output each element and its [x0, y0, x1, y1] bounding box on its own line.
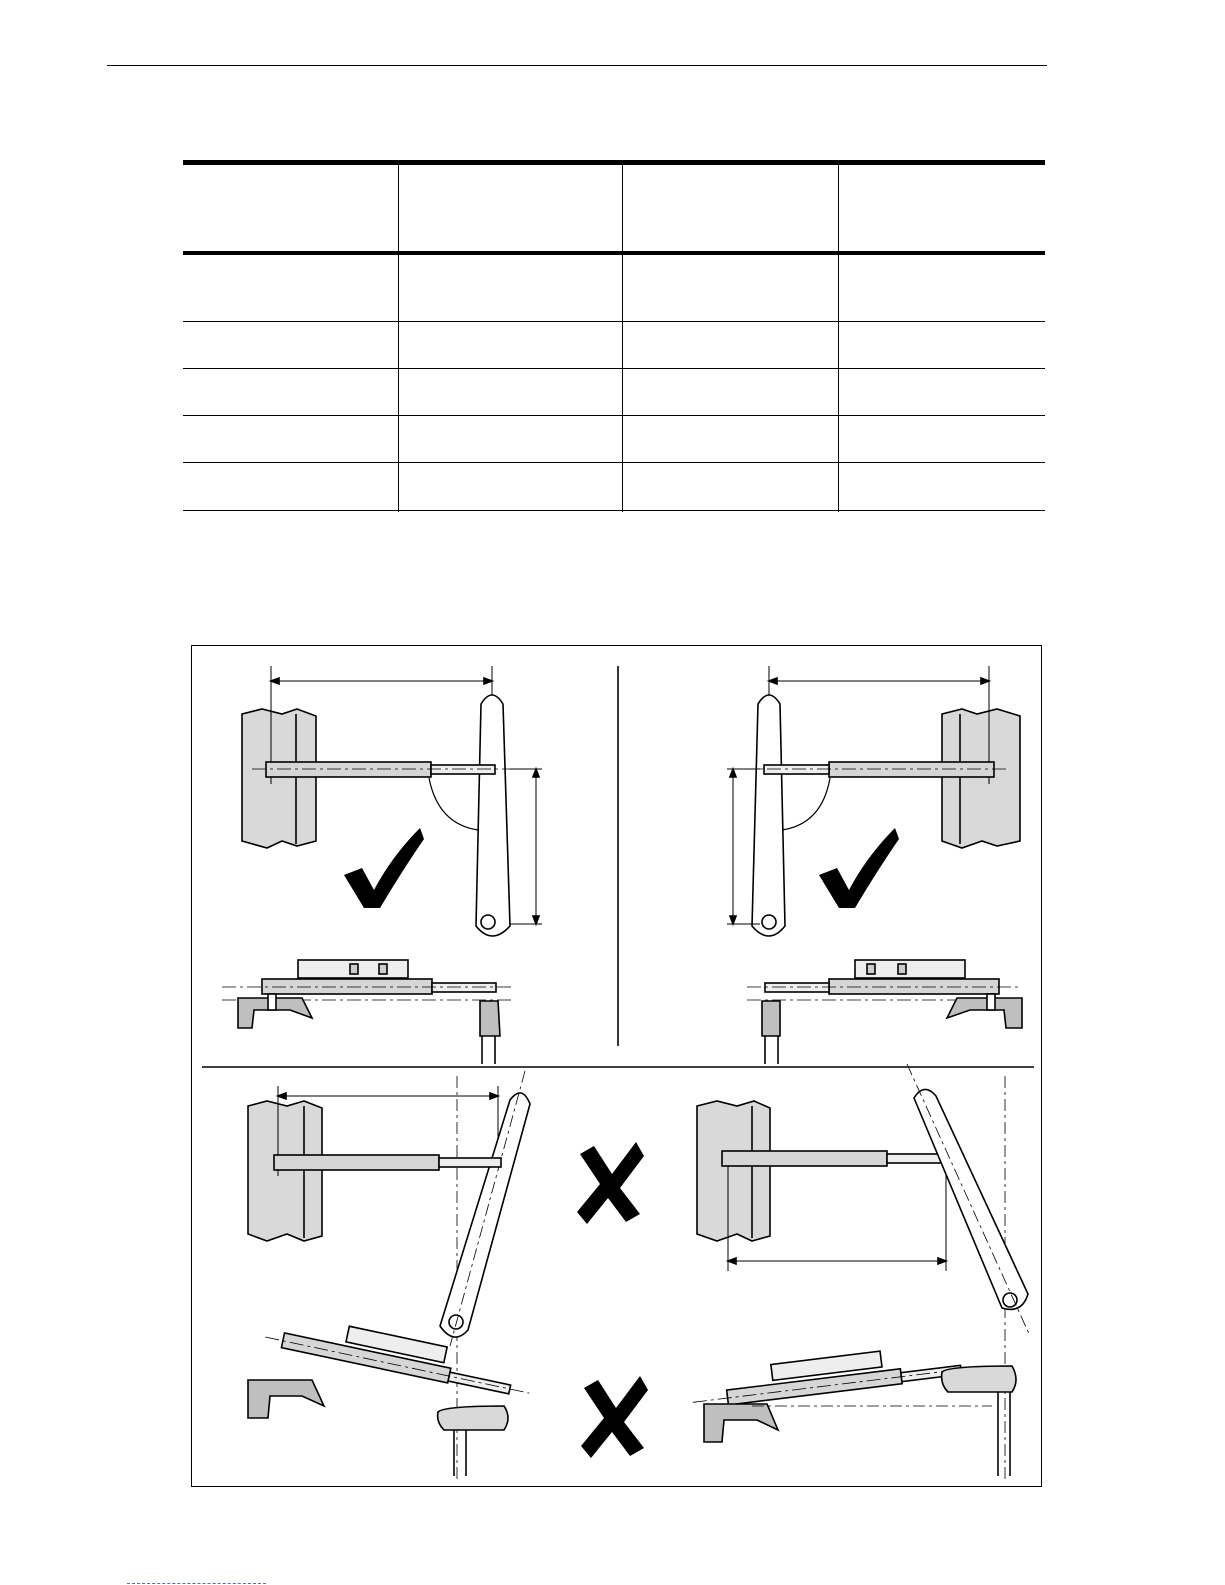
frame-profile	[242, 709, 316, 848]
table-row-rule	[183, 415, 1045, 416]
window-sash	[914, 1089, 1028, 1309]
window-sash	[440, 1093, 530, 1337]
panel-top-left	[222, 666, 542, 1064]
table-row-rule	[183, 321, 1045, 322]
table-bottom-rule	[183, 510, 1045, 511]
mounting-diagram	[192, 646, 1043, 1488]
table-header-rule	[183, 251, 1045, 255]
cross-icon	[581, 1376, 648, 1458]
mounting-figure	[191, 645, 1042, 1487]
table-top-rule	[183, 160, 1045, 165]
gas-spring-rod	[764, 765, 829, 774]
panel-bottom-left	[248, 1071, 644, 1481]
table-row-rule	[183, 462, 1045, 463]
table-column-divider	[838, 160, 839, 512]
frame-profile	[248, 1101, 322, 1241]
panel-bottom-right	[689, 1064, 1030, 1481]
panel-top-right	[727, 666, 1022, 1064]
gas-spring-body	[722, 1151, 887, 1166]
cross-icon	[577, 1142, 644, 1224]
gas-spring-body	[266, 762, 431, 777]
spec-table	[183, 160, 1045, 512]
footer-link-underline	[127, 1583, 266, 1584]
frame-profile	[942, 709, 1020, 848]
gas-spring-rod	[439, 1158, 501, 1167]
window-sash	[476, 695, 510, 936]
table-column-divider	[622, 160, 623, 512]
frame-profile	[697, 1101, 770, 1241]
gas-spring-body	[274, 1155, 439, 1170]
check-icon	[819, 828, 899, 908]
gas-spring-rod	[431, 765, 495, 774]
table-row-rule	[183, 368, 1045, 369]
window-sash	[752, 695, 785, 936]
check-icon	[344, 828, 424, 908]
gas-spring-body	[829, 762, 994, 777]
page-header-rule	[107, 65, 1047, 66]
table-column-divider	[398, 160, 399, 512]
